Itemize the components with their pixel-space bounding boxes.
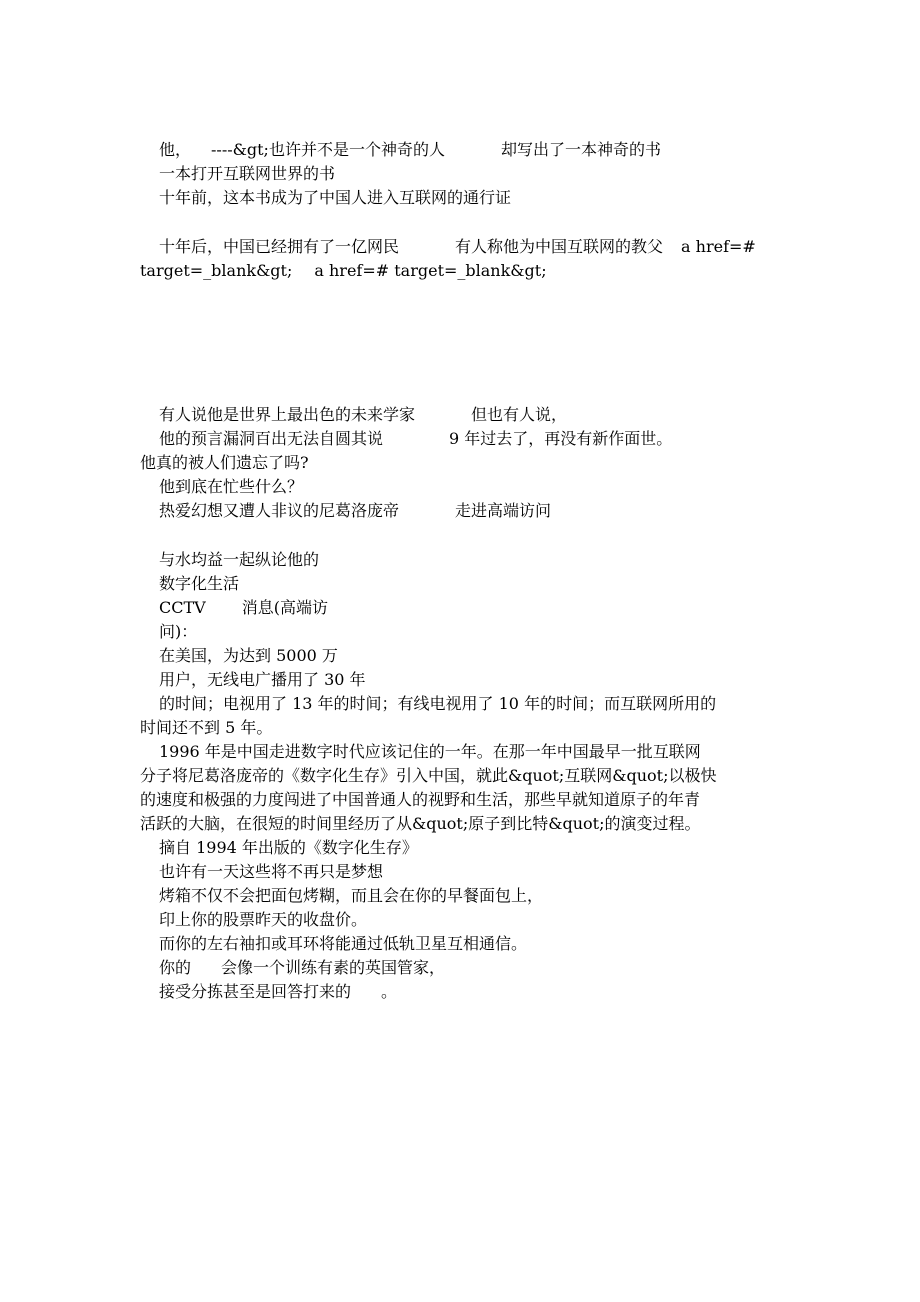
text-fragment: 有人称他为中国互联网的教父 — [455, 237, 664, 256]
text-fragment: 接受分拣甚至是回答打来的 — [159, 982, 352, 1001]
text-line — [140, 499, 839, 523]
text-fragment: 9 年过去了，再没有新作面世。 — [449, 429, 673, 448]
text-fragment: 消息(高端访 — [241, 598, 328, 617]
text-line — [140, 596, 839, 620]
text-line: 摘自 1994 年出版的《数字化生存》 — [159, 838, 418, 857]
text-line — [140, 956, 839, 980]
text-fragment: 走进高端访问 — [455, 501, 552, 520]
text-fragment: 会像一个训练有素的英国管家， — [221, 958, 446, 977]
text-line — [140, 138, 839, 162]
text-line: 分子将尼葛洛庞帝的《数字化生存》引入中国，就此&quot;互联网&quot;以极快 — [140, 766, 717, 785]
text-line: 烤箱不仅不会把面包烤糊，而且会在你的早餐面包上， — [159, 886, 544, 905]
text-line: 1996 年是中国走进数字时代应该记住的一年。在那一年中国最早一批互联网 — [159, 742, 701, 761]
text-line: 的时间；电视用了 13 年的时间；有线电视用了 10 年的时间；而互联网所用的 — [159, 694, 717, 713]
text-fragment: a href=# target=_blank&gt; — [314, 261, 547, 280]
text-fragment: 他， — [159, 140, 192, 159]
text-line: 的速度和极强的力度闯进了中国普通人的视野和生活，那些早就知道原子的年青 — [140, 790, 701, 809]
text-fragment: 但也有人说， — [471, 405, 568, 424]
text-fragment: 有人说他是世界上最出色的未来学家 — [159, 405, 416, 424]
text-line: 他到底在忙些什么？ — [159, 477, 304, 496]
text-line: 一本打开互联网世界的书 — [159, 164, 336, 183]
text-line — [140, 259, 820, 283]
text-fragment: CCTV — [159, 598, 206, 617]
text-fragment: 你的 — [159, 958, 192, 977]
text-fragment: 十年后，中国已经拥有了一亿网民 — [159, 237, 400, 256]
text-fragment: 却写出了一本神奇的书 — [500, 140, 661, 159]
text-fragment: target=_blank&gt; — [140, 261, 293, 280]
text-fragment: 。 — [381, 982, 398, 1001]
text-line: 用户，无线电广播用了 30 年 — [159, 670, 366, 689]
text-line: 在美国，为达到 5000 万 — [159, 646, 338, 665]
text-line — [140, 980, 839, 1004]
text-fragment: 热爱幻想又遭人非议的尼葛洛庞帝 — [159, 501, 400, 520]
text-line — [140, 403, 839, 427]
text-line: 时间还不到 5 年。 — [140, 718, 273, 737]
text-line: 问)： — [159, 622, 198, 641]
text-line — [140, 235, 839, 259]
text-fragment: ----&gt;也许并不是一个神奇的人 — [211, 140, 445, 159]
text-line: 数字化生活 — [159, 574, 240, 593]
text-fragment: 他的预言漏洞百出无法自圆其说 — [159, 429, 384, 448]
text-fragment: a href=# — [681, 237, 756, 256]
text-line: 印上你的股票昨天的收盘价。 — [159, 910, 368, 929]
text-line — [140, 427, 839, 451]
text-line: 也许有一天这些将不再只是梦想 — [159, 862, 384, 881]
text-line: 十年前，这本书成为了中国人进入互联网的通行证 — [159, 188, 512, 207]
text-line: 而你的左右袖扣或耳环将能通过低轨卫星互相通信。 — [159, 934, 528, 953]
text-line: 他真的被人们遗忘了吗? — [140, 453, 309, 472]
text-line: 活跃的大脑，在很短的时间里经历了从&quot;原子到比特&quot;的演变过程。 — [140, 814, 701, 833]
text-line: 与水均益一起纵论他的 — [159, 550, 320, 569]
